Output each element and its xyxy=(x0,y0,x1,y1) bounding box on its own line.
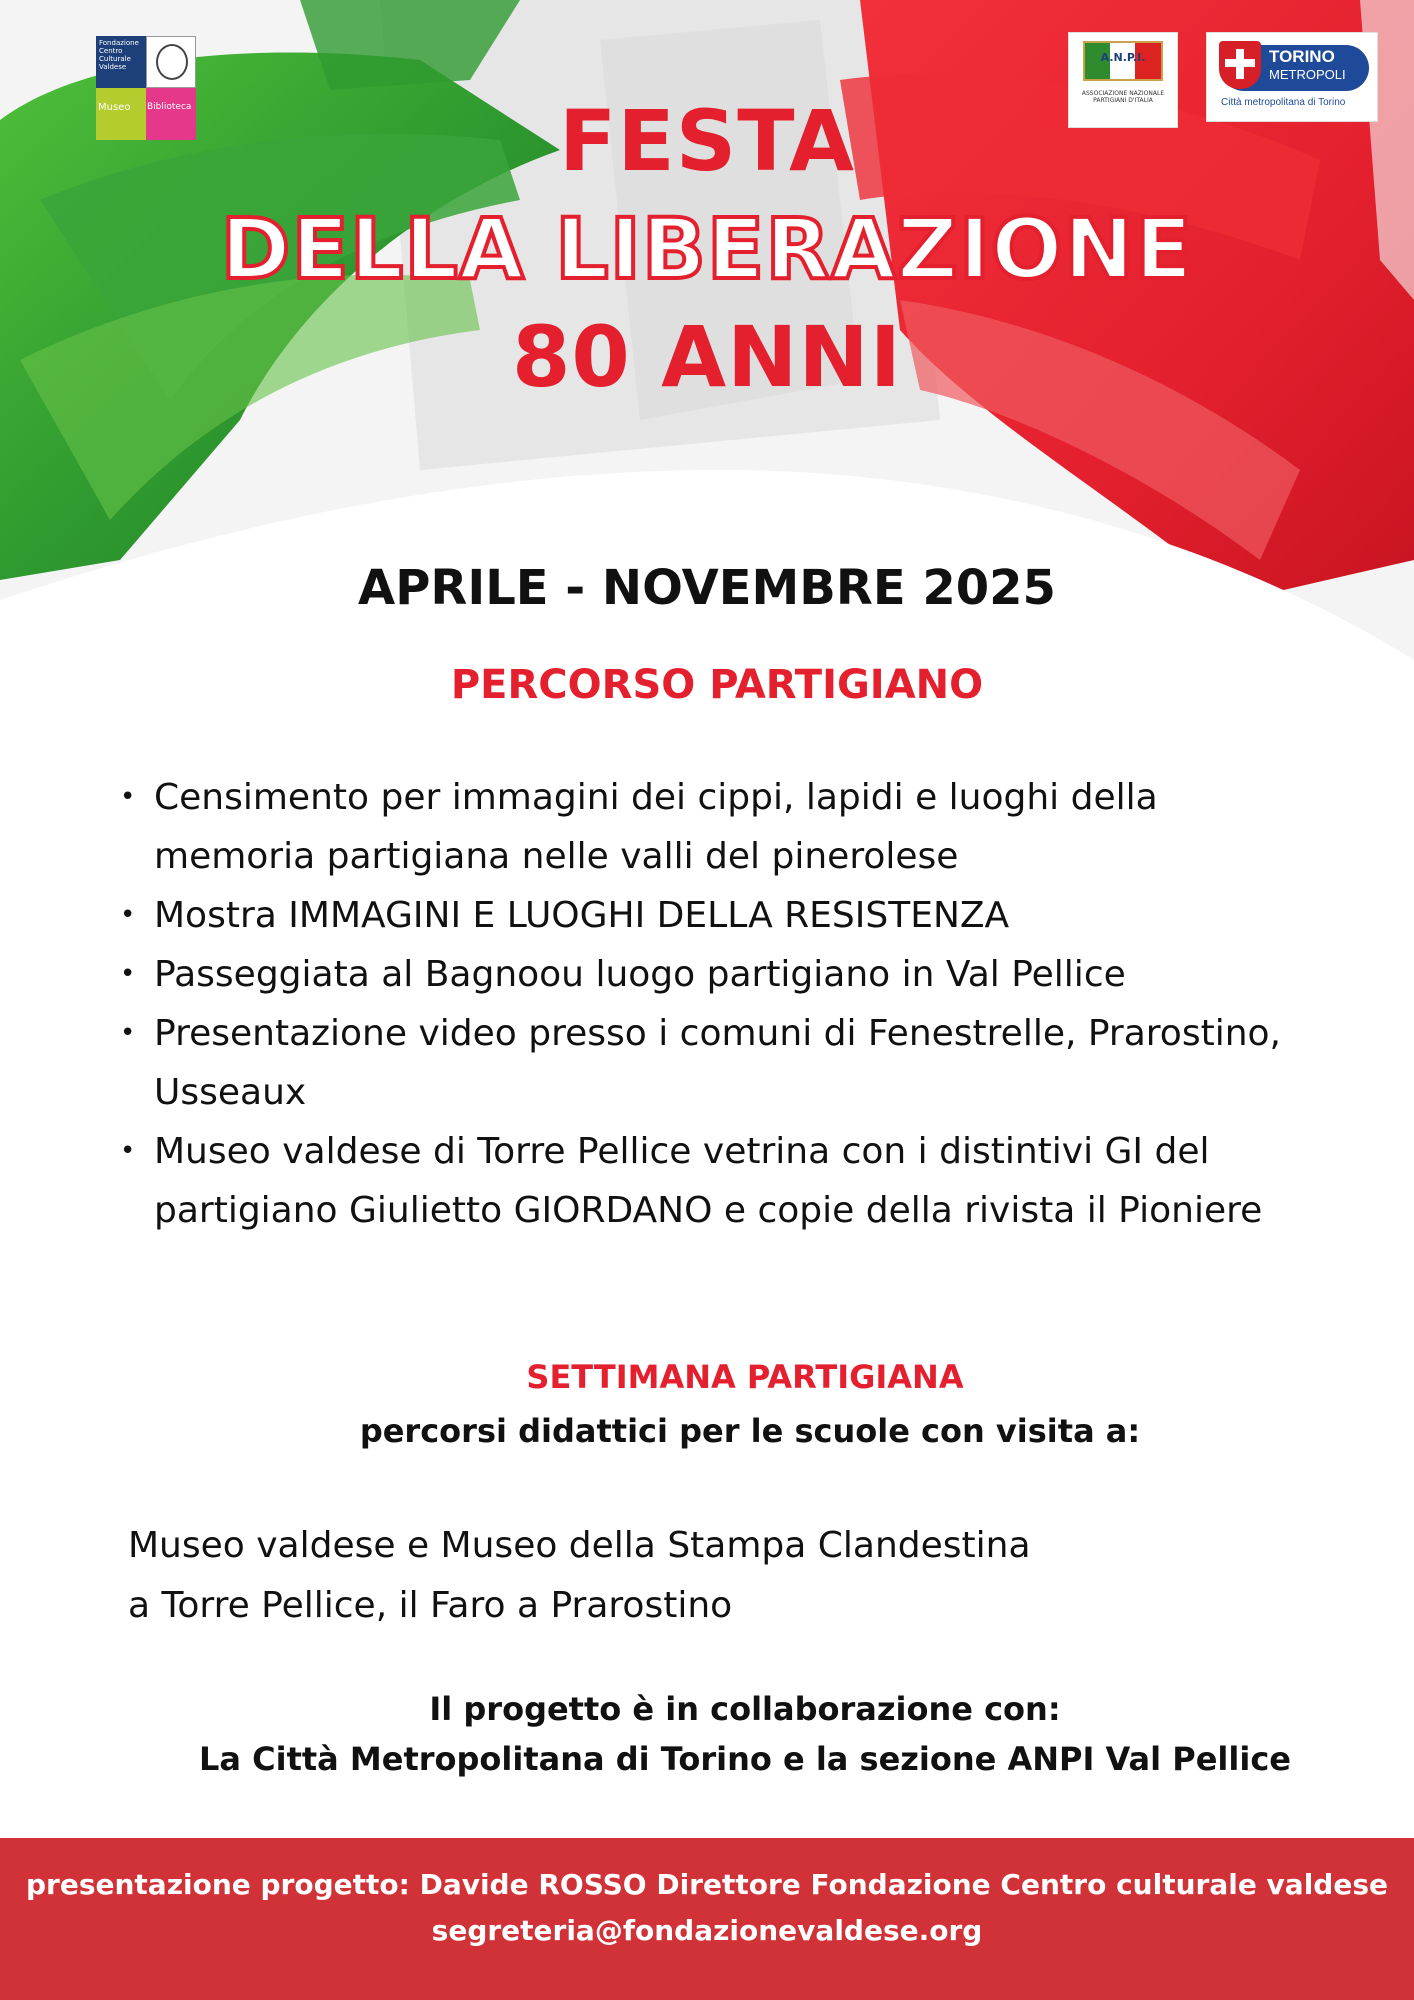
anpi-badge-text: A.N.P.I. xyxy=(1100,51,1146,64)
torino-label: TORINO xyxy=(1269,47,1335,66)
museo-label: Museo xyxy=(96,88,146,140)
footer-presenter: presentazione progetto: Davide ROSSO Direttore Fondazione Centro culturale valdese xyxy=(25,1868,1388,1901)
collaboration-heading: Il progetto è in collaborazione con: xyxy=(429,1690,1061,1728)
fondazione-name: Fondazione Centro Culturale Valdese xyxy=(96,36,146,88)
torino-caption: Città metropolitana di Torino xyxy=(1221,97,1346,108)
list-item: • Passeggiata al Bagnoou luogo partigiano in Val Pellice xyxy=(112,945,1312,1004)
date-range: APRILE - NOVEMBRE 2025 xyxy=(358,560,1056,616)
metropoli-label: METROPOLI xyxy=(1269,67,1346,82)
title-line-anni: 80 ANNI xyxy=(511,308,902,406)
visit-line-2: a Torre Pellice, il Faro a Prarostino xyxy=(128,1585,733,1626)
footer-email-link[interactable]: segreteria@fondazionevaldese.org xyxy=(431,1914,983,1947)
visit-locations xyxy=(128,1516,1328,1636)
list-item: • Mostra IMMAGINI E LUOGHI DELLA RESISTENZA xyxy=(112,886,1312,945)
biblioteca-label: Biblioteca xyxy=(146,88,196,140)
list-item: • Presentazione video presso i comuni di Fenestrelle, Prarostino, Usseaux xyxy=(112,1004,1312,1122)
collaboration-partners: La Città Metropolitana di Torino e la sezione ANPI Val Pellice xyxy=(199,1740,1291,1778)
percorso-list xyxy=(112,768,1312,1240)
list-item: • Museo valdese di Torre Pellice vetrina con i distintivi GI del partigiano Giulietto GIORDANO e copie della rivista il Pioniere xyxy=(112,1122,1312,1240)
section-heading-settimana: SETTIMANA PARTIGIANA xyxy=(526,1358,964,1396)
footer-banner xyxy=(0,1838,1414,2000)
anpi-name: ASSOCIAZIONE NAZIONALE PARTIGIANI D'ITALIA xyxy=(1081,90,1165,104)
visit-line-1: Museo valdese e Museo della Stampa Clandestina xyxy=(128,1525,1031,1566)
seal-icon xyxy=(146,36,196,88)
section-subheading: percorsi didattici per le scuole con visita a: xyxy=(359,1412,1141,1450)
list-item: • Censimento per immagini dei cippi, lapidi e luoghi della memoria partigiana nelle valli del pinerolese xyxy=(112,768,1312,886)
savoy-cross-icon xyxy=(1219,41,1261,89)
section-heading-percorso: PERCORSO PARTIGIANO xyxy=(450,662,984,708)
title-line-liberazione: DELLA LIBERAZIONE xyxy=(220,200,1194,298)
title-line-festa: FESTA xyxy=(558,92,856,190)
